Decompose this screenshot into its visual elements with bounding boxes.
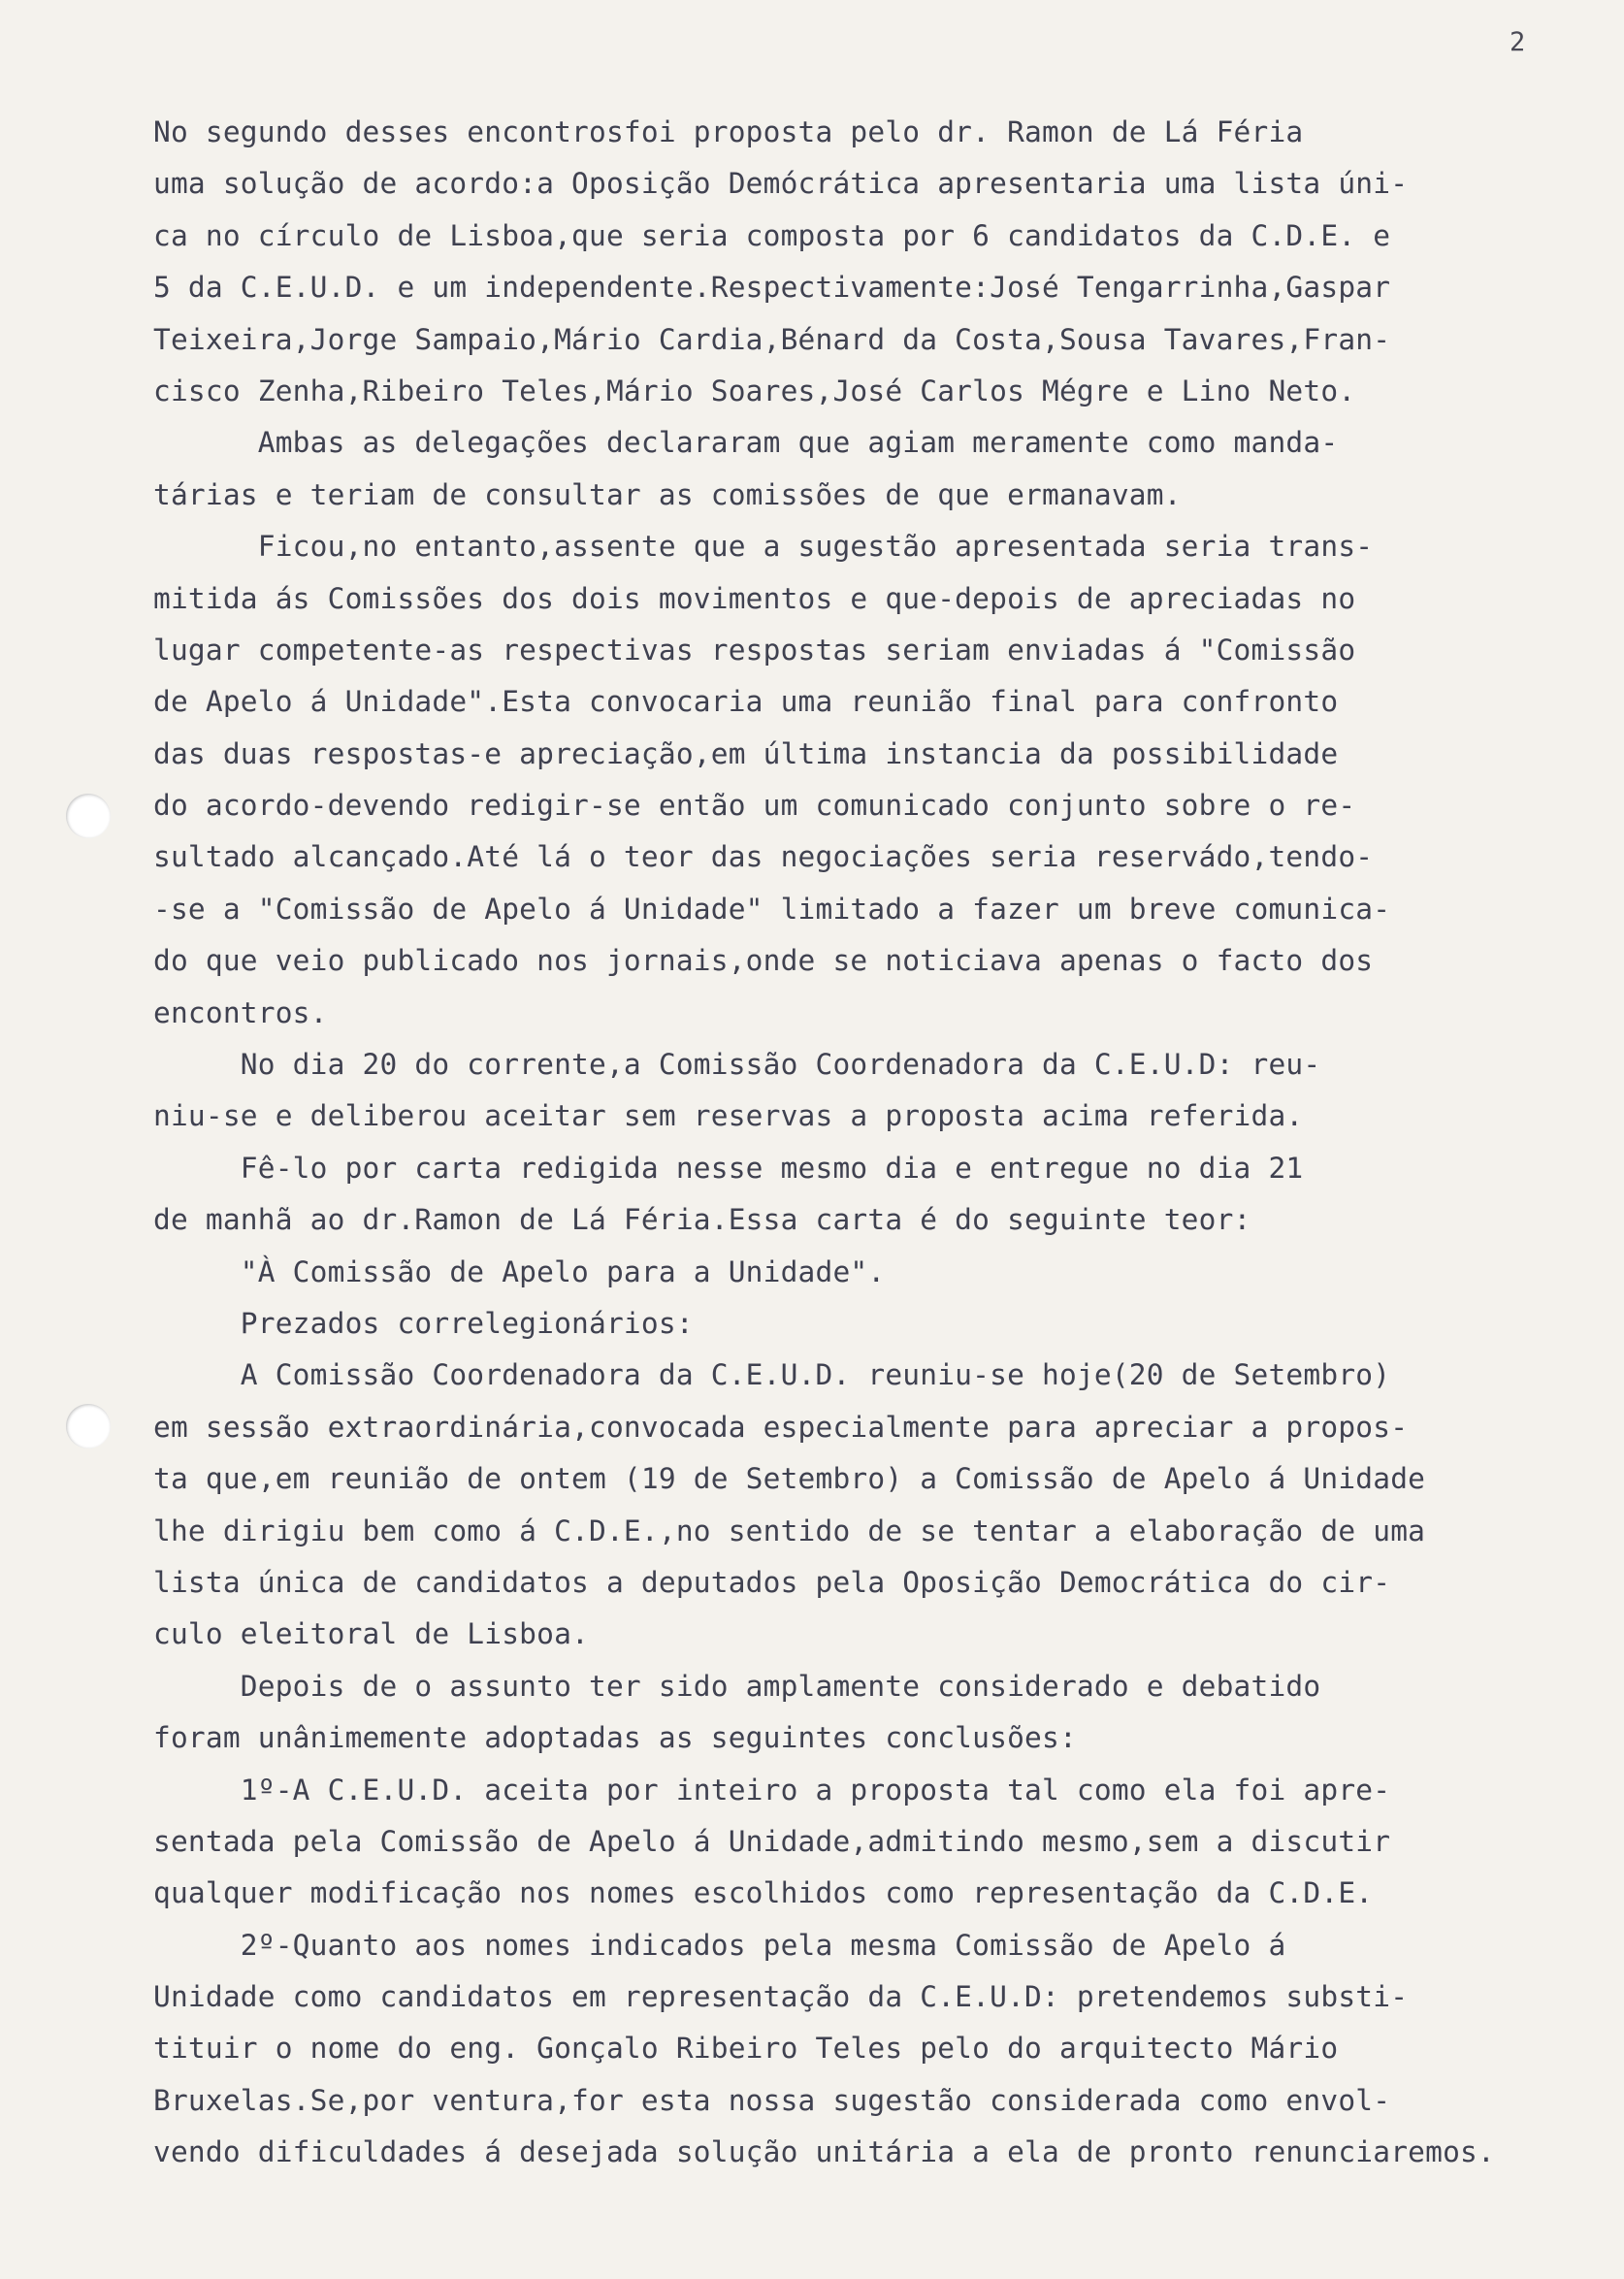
text-line: niu-se e deliberou aceitar sem reservas a proposta acima referida. bbox=[153, 1099, 1304, 1133]
text-line: das duas respostas-e apreciação,em última instancia da possibilidade bbox=[153, 736, 1339, 770]
text-line: vendo dificuldades á desejada solução unitária a ela de pronto renunciaremos. bbox=[153, 2135, 1495, 2169]
text-line: "À Comissão de Apelo para a Unidade". bbox=[153, 1254, 886, 1288]
text-line: sentada pela Comissão de Apelo á Unidade,admitindo mesmo,sem a discutir bbox=[153, 1824, 1391, 1858]
text-line: mitida ás Comissões dos dois movimentos e que-depois de apreciadas no bbox=[153, 581, 1356, 615]
text-line: Ficou,no entanto,assente que a sugestão apresentada seria trans- bbox=[153, 530, 1374, 564]
text-line: 2º-Quanto aos nomes indicados pela mesma Comissão de Apelo á bbox=[153, 1928, 1286, 1962]
text-line: Ambas as delegações declararam que agiam meramente como manda- bbox=[153, 426, 1339, 460]
text-line: sultado alcançado.Até lá o teor das negociações seria reservádo,tendo- bbox=[153, 840, 1374, 874]
text-line: 1º-A C.E.U.D. aceita por inteiro a proposta tal como ela foi apre- bbox=[153, 1773, 1391, 1807]
typewritten-text bbox=[153, 107, 1608, 2179]
text-line: encontros. bbox=[153, 995, 328, 1029]
text-line: em sessão extraordinária,convocada especialmente para apreciar a propos- bbox=[153, 1410, 1409, 1444]
text-line: Fê-lo por carta redigida nesse mesmo dia e entregue no dia 21 bbox=[153, 1151, 1304, 1185]
punch-hole-top bbox=[66, 794, 111, 838]
text-line: culo eleitoral de Lisboa. bbox=[153, 1617, 590, 1651]
text-line: do acordo-devendo redigir-se então um comunicado conjunto sobre o re- bbox=[153, 789, 1356, 823]
text-line: Teixeira,Jorge Sampaio,Mário Cardia,Bénard da Costa,Sousa Tavares,Fran- bbox=[153, 322, 1391, 356]
text-line: lugar competente-as respectivas respostas seriam enviadas á "Comissão bbox=[153, 633, 1356, 667]
text-line: do que veio publicado nos jornais,onde se noticiava apenas o facto dos bbox=[153, 944, 1374, 978]
text-line: qualquer modificação nos nomes escolhidos como representação da C.D.E. bbox=[153, 1876, 1374, 1910]
text-line: A Comissão Coordenadora da C.E.U.D. reuniu-se hoje(20 de Setembro) bbox=[153, 1358, 1391, 1392]
punch-hole-bottom bbox=[66, 1404, 111, 1449]
text-line: 5 da C.E.U.D. e um independente.Respectivamente:José Tengarrinha,Gaspar bbox=[153, 271, 1391, 305]
text-line: lhe dirigiu bem como á C.D.E.,no sentido de se tentar a elaboração de uma bbox=[153, 1514, 1426, 1547]
text-line: ca no círculo de Lisboa,que seria composta por 6 candidatos da C.D.E. e bbox=[153, 218, 1391, 252]
text-line: -se a "Comissão de Apelo á Unidade" limitado a fazer um breve comunica- bbox=[153, 892, 1391, 926]
text-line: Prezados correlegionários: bbox=[153, 1306, 694, 1340]
text-line: ta que,em reunião de ontem (19 de Setembro) a Comissão de Apelo á Unidade bbox=[153, 1462, 1426, 1496]
text-line: tituir o nome do eng. Gonçalo Ribeiro Teles pelo do arquitecto Mário bbox=[153, 2032, 1339, 2066]
text-line: Depois de o assunto ter sido amplamente considerado e debatido bbox=[153, 1669, 1321, 1703]
text-line: No segundo desses encontrosfoi proposta pelo dr. Ramon de Lá Féria bbox=[153, 115, 1304, 148]
text-line: uma solução de acordo:a Oposição Demócrática apresentaria uma lista úni- bbox=[153, 167, 1409, 201]
text-line: cisco Zenha,Ribeiro Teles,Mário Soares,José Carlos Mégre e Lino Neto. bbox=[153, 374, 1356, 407]
text-line: de manhã ao dr.Ramon de Lá Féria.Essa carta é do seguinte teor: bbox=[153, 1203, 1251, 1237]
text-line: tárias e teriam de consultar as comissões de que ermanavam. bbox=[153, 477, 1182, 511]
text-line: No dia 20 do corrente,a Comissão Coordenadora da C.E.U.D: reu- bbox=[153, 1048, 1321, 1082]
text-line: Unidade como candidatos em representação da C.E.U.D: pretendemos substi- bbox=[153, 1980, 1409, 2014]
text-line: foram unânimemente adoptadas as seguintes conclusões: bbox=[153, 1721, 1077, 1755]
text-line: de Apelo á Unidade".Esta convocaria uma reunião final para confronto bbox=[153, 685, 1339, 719]
text-line: lista única de candidatos a deputados pela Oposição Democrática do cir- bbox=[153, 1565, 1391, 1599]
page-number: 2 bbox=[1510, 27, 1526, 57]
text-line: Bruxelas.Se,por ventura,for esta nossa sugestão considerada como envol- bbox=[153, 2083, 1391, 2117]
